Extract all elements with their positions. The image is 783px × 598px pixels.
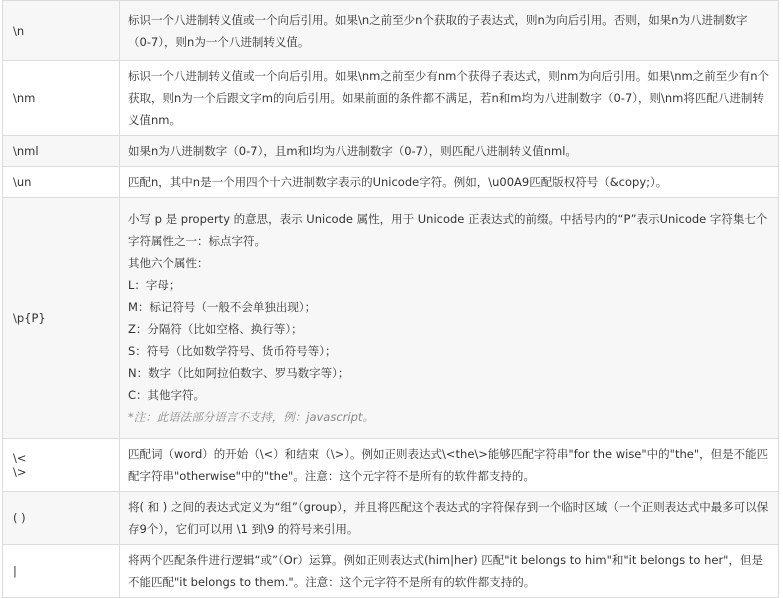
table-row — [3, 198, 779, 439]
syntax-cell: \nm — [3, 61, 120, 136]
property-heading-text: 其他六个属性： — [128, 256, 209, 270]
syntax-cell: \p{P} — [3, 198, 120, 439]
description-cell: 匹配词（word）的开始（\<）和结束（\>）。例如正则表达式\<the\>能够匹配字符串"for the wise"中的"the"，但是不能匹配字符串"otherwise"中的"the"。注意：这个元字符不是所有的软件都支持的。 — [120, 439, 779, 492]
table-row — [3, 136, 779, 167]
description-cell: 将( 和 ) 之间的表达式定义为“组”（group），并且将匹配这个表达式的字符保存到一个临时区域（一个正则表达式中最多可以保存9个），它们可以用 \1 到\9 的符号来引用。 — [120, 492, 779, 545]
description-cell: 如果n为八进制数字（0-7），且m和l均为八进制数字（0-7），则匹配八进制转义值nml。 — [120, 136, 779, 167]
note-text: *注：此语法部分语言不支持，例：javascript。 — [128, 410, 374, 424]
property-item: M：标记符号（一般不会单独出现）； — [128, 300, 317, 314]
syntax-cell: | — [3, 545, 120, 598]
property-intro-text: 小写 p 是 property 的意思，表示 Unicode 属性，用于 Unicode 正表达式的前缀。中括号内的“P”表示Unicode 字符集七个字符属性之一：标点字符。 — [128, 212, 768, 248]
syntax-cell: \nml — [3, 136, 120, 167]
table-row — [3, 167, 779, 198]
regex-syntax-table — [2, 0, 779, 598]
syntax-cell: \n — [3, 1, 120, 61]
table-row — [3, 492, 779, 545]
property-item: C：其他字符。 — [128, 388, 206, 402]
property-item: S：符号（比如数学符号、货币符号等）； — [128, 344, 337, 358]
description-cell — [120, 198, 779, 439]
table-row — [3, 1, 779, 61]
syntax-line: \> — [13, 465, 27, 479]
syntax-line: \< — [13, 451, 27, 465]
description-cell: 匹配n，其中n是一个用四个十六进制数字表示的Unicode字符。例如，\u00A9匹配版权符号（&copy;）。 — [120, 167, 779, 198]
description-cell: 将两个匹配条件进行逻辑“或”（Or）运算。例如正则表达式(him|her) 匹配"it belongs to him"和"it belongs to her"，但是不能匹配"it belongs to them."。注意：这个元字符不是所有的软件都支持的。 — [120, 545, 779, 598]
table-row — [3, 439, 779, 492]
syntax-cell — [3, 439, 120, 492]
property-item: N：数字（比如阿拉伯数字、罗马数字等）； — [128, 366, 350, 380]
table-row — [3, 545, 779, 598]
syntax-cell: ( ) — [3, 492, 120, 545]
property-item: Z：分隔符（比如空格、换行等）； — [128, 322, 303, 336]
syntax-cell: \un — [3, 167, 120, 198]
description-cell: 标识一个八进制转义值或一个向后引用。如果\nm之前至少有nm个获得子表达式，则nm为向后引用。如果\nm之前至少有n个获取，则n为一个后跟文字m的向后引用。如果前面的条件都不满足，若n和m均为八进制数字（0-7），则\nm将匹配八进制转义值nm。 — [120, 61, 779, 136]
table-row — [3, 61, 779, 136]
description-cell: 标识一个八进制转义值或一个向后引用。如果\n之前至少n个获取的子表达式，则n为向后引用。否则，如果n为八进制数字（0-7），则n为一个八进制转义值。 — [120, 1, 779, 61]
property-item: L：字母； — [128, 278, 181, 292]
